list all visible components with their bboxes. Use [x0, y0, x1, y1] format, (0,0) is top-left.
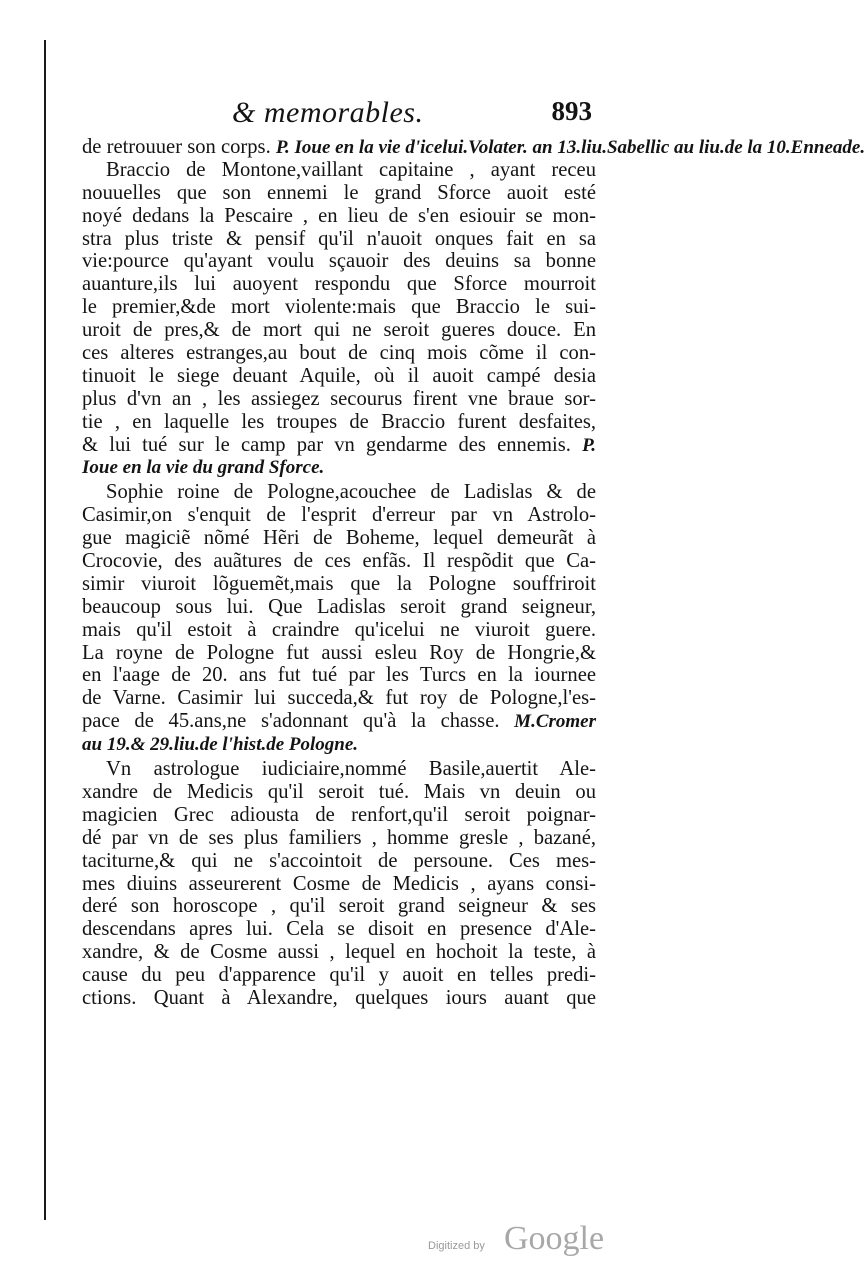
- text-line: [82, 619, 596, 642]
- line-text: simir viuroit lõguemẽt,mais que la Pologne souffriroit: [82, 572, 596, 595]
- citation: P.: [582, 434, 596, 456]
- digitized-by-label: Digitized by: [428, 1240, 485, 1252]
- line-text: tie , en laquelle les troupes de Braccio furent desfaites,: [82, 410, 596, 433]
- page-number: 893: [551, 96, 592, 126]
- line-text: auanture,ils lui auoyent respondu que Sforce mourroit: [82, 273, 596, 296]
- line-text: Casimir,on s'enquit de l'esprit d'erreur par vn Astrolo-: [82, 504, 596, 527]
- line-text: ctions. Quant à Alexandre, quelques iours auant que: [82, 986, 596, 1009]
- line-text: La royne de Pologne fut aussi esleu Roy de Hongrie,&: [82, 641, 596, 664]
- line-text: stra plus triste & pensif qu'il n'auoit onques fait en sa: [82, 227, 596, 250]
- text-line: [82, 642, 596, 665]
- text-line: [82, 388, 596, 411]
- text-line: [82, 481, 596, 504]
- citation: M.Cromer: [514, 711, 596, 733]
- text-block: [82, 136, 865, 1010]
- text-line: [82, 964, 596, 987]
- google-logo: Google: [504, 1220, 605, 1257]
- running-title: & memorables.: [232, 96, 424, 129]
- text-line: [82, 250, 596, 273]
- text-line: [82, 733, 596, 756]
- line-text: tinuoit le siege deuant Aquile, où il auoit campé desia: [82, 364, 596, 387]
- line-text: noyé dedans la Pescaire , en lieu de s'en esiouir se mon-: [82, 204, 596, 227]
- line-text: mais qu'il estoit à craindre qu'icelui ne viuroit guere.: [82, 618, 596, 641]
- text-line: [82, 596, 596, 619]
- text-line: [82, 228, 596, 251]
- text-line: [82, 827, 596, 850]
- line-text: Braccio de Montone,vaillant capitaine , ayant receu: [106, 158, 596, 181]
- line-text: ces alteres estranges,au bout de cinq mois cõme il con-: [82, 342, 596, 365]
- text-line: [82, 918, 596, 941]
- citation: Ioue en la vie du grand Sforce.: [82, 457, 325, 479]
- line-text: xandre, & de Cosme aussi , lequel en hochoit la teste, à: [82, 941, 596, 964]
- text-line: [82, 296, 596, 319]
- line-text: le premier,&de mort violente:mais que Braccio le sui-: [82, 296, 596, 319]
- line-text: de Varne. Casimir lui succeda,& fut roy de Pologne,l'es-: [82, 687, 596, 710]
- line-text: Sophie roine de Pologne,acouchee de Ladislas & de: [106, 481, 596, 504]
- line-text: deré son horoscope , qu'il seroit grand seigneur & ses: [82, 895, 596, 918]
- line-text: cause du peu d'apparence qu'il y auoit en telles predi-: [82, 964, 596, 987]
- citation: P. Ioue en la vie d'icelui.Volater. an 13.liu.Sabellic au liu.de la 10.Enneade.: [275, 137, 865, 158]
- text-line: [82, 850, 596, 873]
- line-text: beaucoup sous lui. Que Ladislas seroit grand seigneur,: [82, 595, 596, 618]
- line-text: Vn astrologue iudiciaire,nommé Basile,auertit Ale-: [106, 758, 596, 781]
- line-text: plus d'vn an , les assiegez secourus firent vne braue sor-: [82, 387, 596, 410]
- text-line: [82, 941, 596, 964]
- text-line: [82, 273, 596, 296]
- text-line: [82, 987, 596, 1010]
- line-text: pace de 45.ans,ne s'adonnant qu'à la chasse.: [82, 710, 515, 733]
- text-line: [82, 504, 596, 527]
- line-text: en l'aage de 20. ans fut tué par les Turcs en la iournee: [82, 664, 596, 687]
- text-line: [82, 527, 596, 550]
- line-text: Crocovie, des auãtures de ces enfãs. Il respõdit que Ca-: [82, 550, 596, 573]
- text-line: [82, 895, 596, 918]
- text-line: [82, 664, 596, 687]
- text-line: [82, 205, 596, 228]
- line-text: dé par vn de ses plus familiers , homme gresle , bazané,: [82, 826, 596, 849]
- text-line: [82, 758, 596, 781]
- text-line: [82, 411, 596, 434]
- text-line: [82, 710, 596, 733]
- line-text: xandre de Medicis qu'il seroit tué. Mais vn deuin ou: [82, 780, 596, 803]
- text-line: [82, 573, 596, 596]
- text-line: [82, 342, 596, 365]
- text-line: [82, 456, 596, 479]
- line-text: nouuelles que son ennemi le grand Sforce auoit esté: [82, 181, 596, 204]
- text-line: [82, 136, 865, 159]
- line-text: mes diuins asseurerent Cosme de Medicis , ayans consi-: [82, 872, 596, 895]
- line-text: gue magiciẽ nõmé Hẽri de Boheme, lequel demeurãt à: [82, 527, 596, 550]
- page-header: [232, 96, 592, 136]
- text-line: [82, 319, 596, 342]
- text-line: [82, 781, 596, 804]
- footer: [428, 1220, 605, 1264]
- line-text: & lui tué sur le camp par vn gendarme des ennemis.: [82, 433, 583, 456]
- line-text: uroit de pres,& de mort qui ne seroit gueres douce. En: [82, 319, 596, 342]
- text-line: [82, 365, 596, 388]
- line-text: de retrouuer son corps.: [82, 136, 276, 158]
- line-text: magicien Grec adiousta de renfort,qu'il seroit poignar-: [82, 803, 596, 826]
- text-line: [82, 550, 596, 573]
- line-text: vie:pource qu'ayant voulu sçauoir des deuins sa bonne: [82, 250, 596, 273]
- line-text: descendans apres lui. Cela se disoit en presence d'Ale-: [82, 918, 596, 941]
- text-line: [82, 182, 596, 205]
- citation: au 19.& 29.liu.de l'hist.de Pologne.: [82, 734, 359, 756]
- text-line: [82, 687, 596, 710]
- line-text: taciturne,& qui ne s'accointoit de persoune. Ces mes-: [82, 849, 596, 872]
- text-line: [82, 159, 596, 182]
- text-line: [82, 804, 596, 827]
- binding-edge: [44, 40, 46, 1220]
- text-line: [82, 434, 596, 457]
- text-line: [82, 873, 596, 896]
